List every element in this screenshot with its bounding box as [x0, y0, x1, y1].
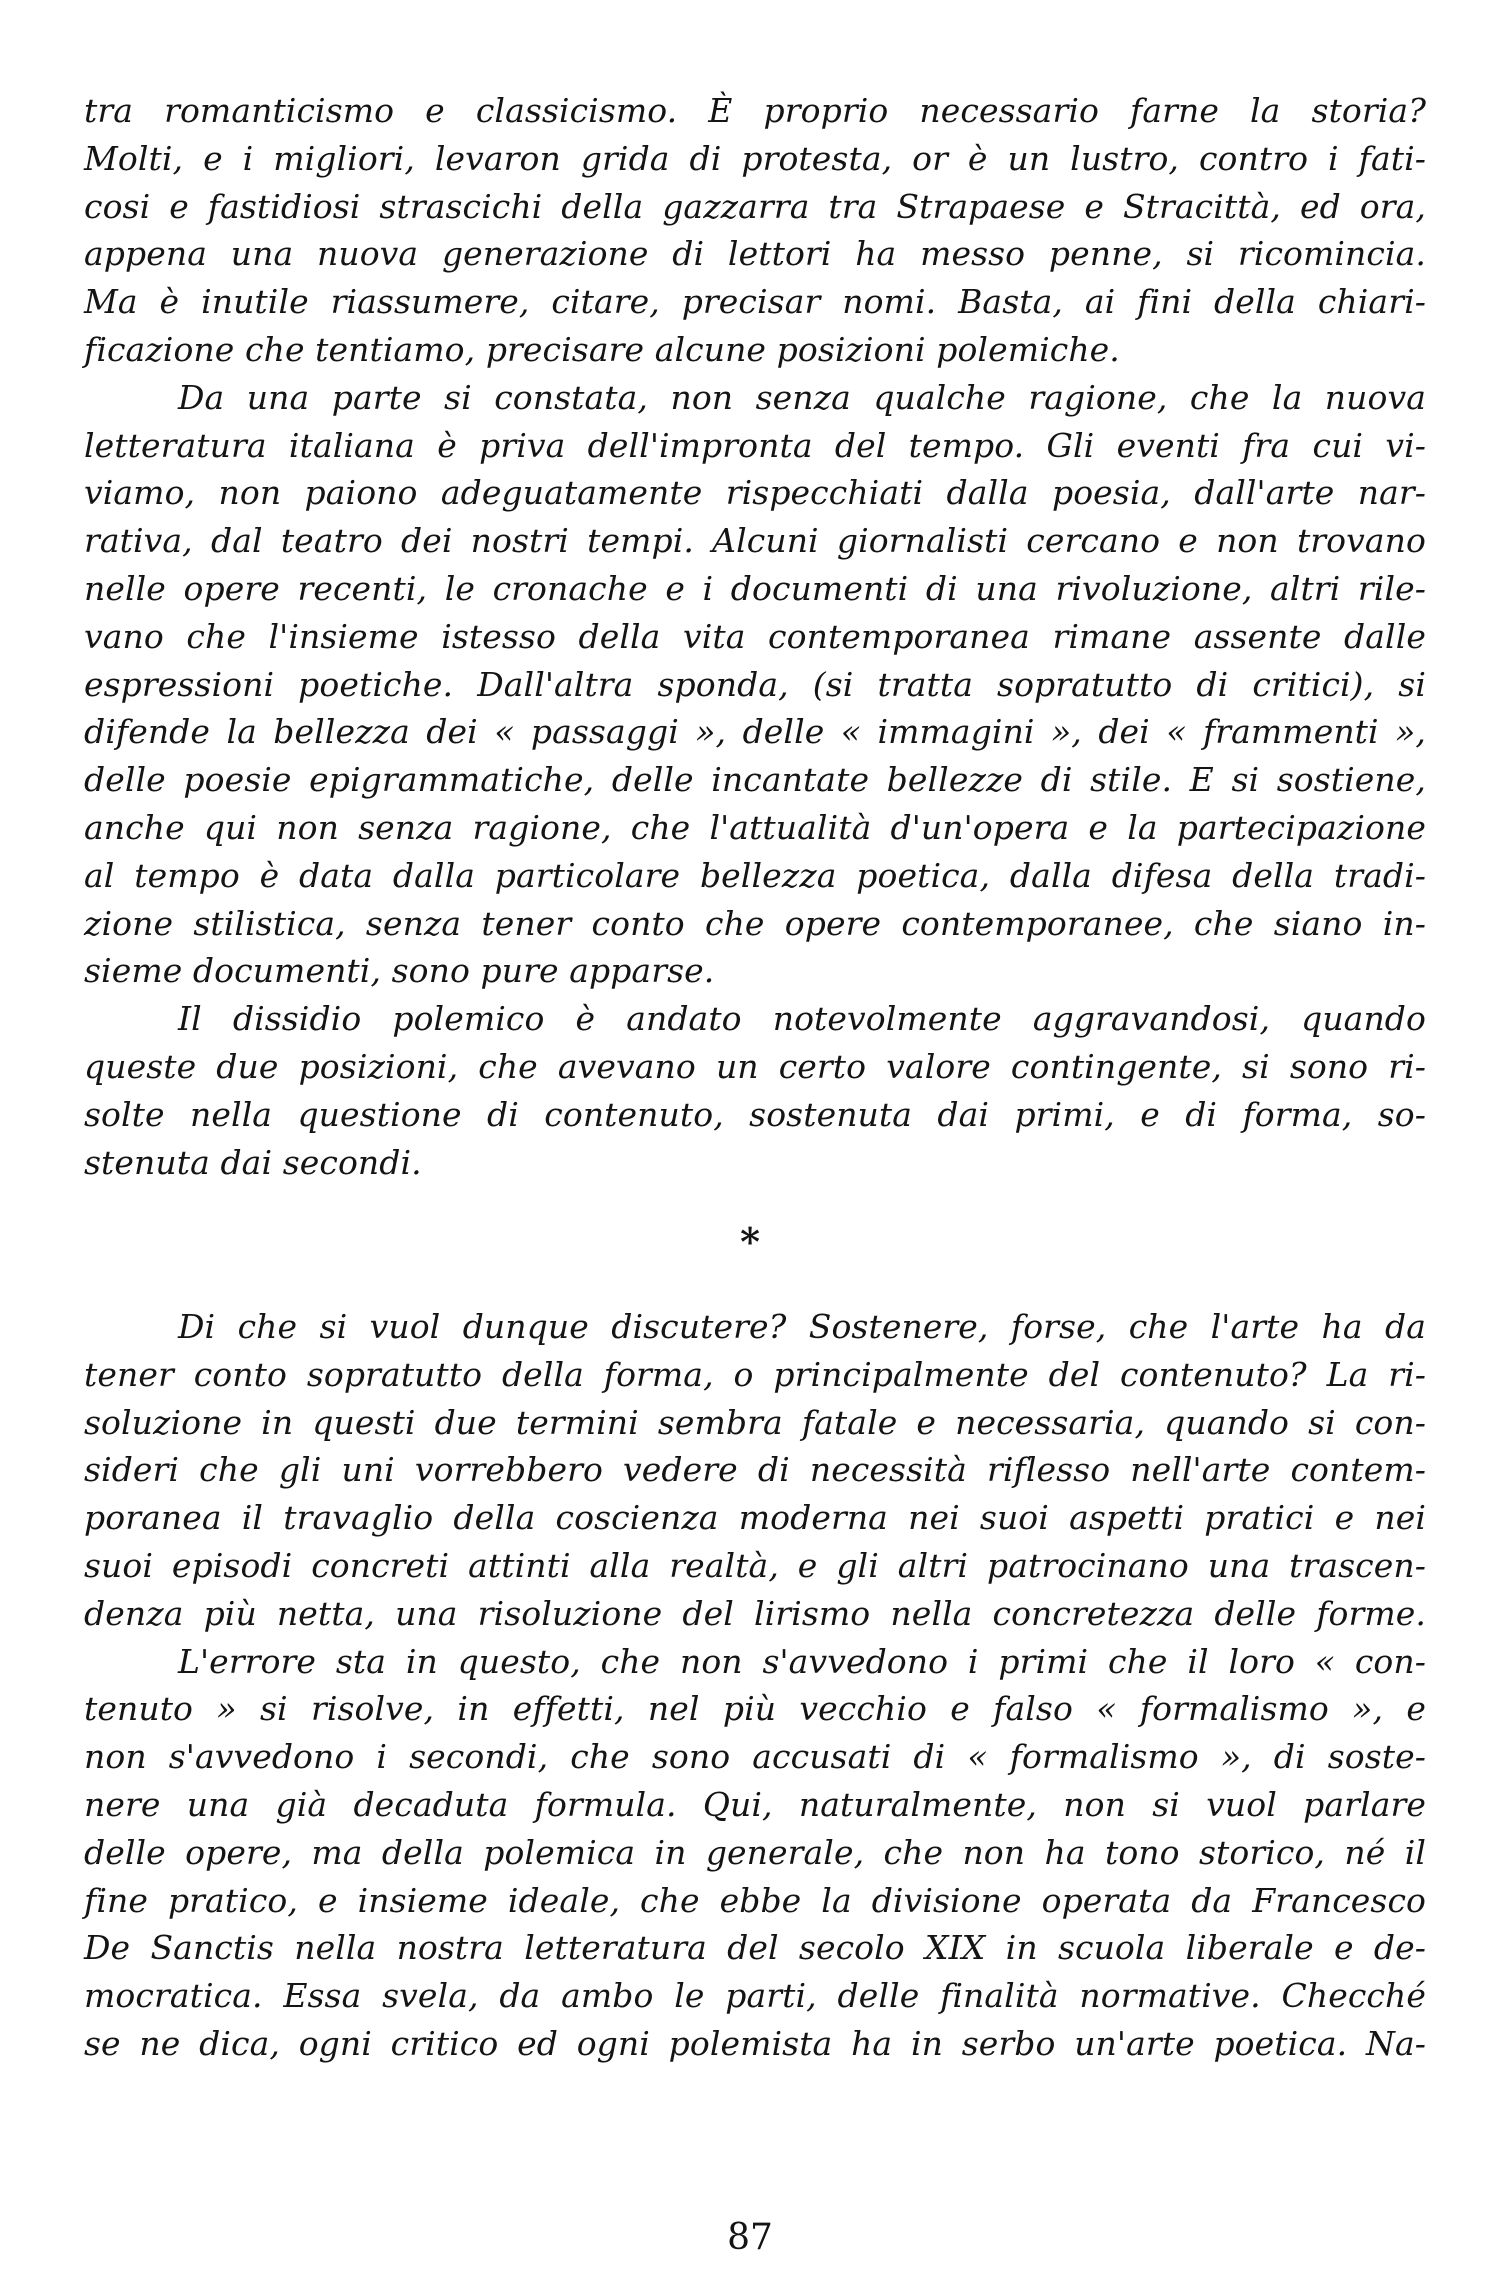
text-line: tener conto sopratutto della forma, o principalmente del contenuto? La ri- — [84, 1354, 1426, 1394]
text-line: appena una nuova generazione di lettori ha messo penne, si ricomincia. — [84, 234, 1426, 274]
text-line: se ne dica, ogni critico ed ogni polemista ha in serbo un'arte poetica. Na- — [84, 2023, 1426, 2063]
text-line: rativa, dal teatro dei nostri tempi. Alcuni giornalisti cercano e non trovano — [84, 521, 1426, 561]
text-line: suoi episodi concreti attinti alla realtà, e gli altri patrocinano una trascen- — [84, 1545, 1426, 1585]
text-line: ficazione che tentiamo, precisare alcune posizioni polemiche. — [84, 329, 1120, 369]
text-line: stenuta dai secondi. — [84, 1142, 422, 1182]
text-line: nere una già decaduta formula. Qui, naturalmente, non si vuol parlare — [84, 1784, 1426, 1824]
text-line: fine pratico, e insieme ideale, che ebbe la divisione operata da Francesco — [84, 1880, 1426, 1920]
text-line: difende la bellezza dei « passaggi », delle « immagini », dei « frammenti », — [84, 712, 1426, 752]
text-line: tra romanticismo e classicismo. È proprio necessario farne la storia? — [84, 91, 1426, 130]
text-line: cosi e fastidiosi strascichi della gazzarra tra Strapaese e Stracittà, ed ora, — [84, 186, 1426, 226]
section-separator-asterisk: * — [740, 1219, 760, 1264]
text-line: delle opere, ma della polemica in generale, che non ha tono storico, né il — [84, 1832, 1426, 1872]
text-line: nelle opere recenti, le cronache e i documenti di una rivoluzione, altri rile- — [84, 568, 1426, 608]
text-block-second — [84, 1303, 1426, 2068]
text-line: Ma è inutile riassumere, citare, precisar nomi. Basta, ai fini della chiari- — [84, 282, 1426, 322]
text-line: soluzione in questi due termini sembra fatale e necessaria, quando si con- — [84, 1402, 1426, 1442]
text-line: zione stilistica, senza tener conto che opere contemporanee, che siano in- — [84, 903, 1426, 943]
text-line: delle poesie epigrammatiche, delle incantate bellezze di stile. E si sostiene, — [84, 760, 1426, 800]
paragraph-first-line: Di che si vuol dunque discutere? Sostenere, forse, che l'arte ha da — [178, 1307, 1426, 1346]
text-line: viamo, non paiono adeguatamente rispecchiati dalla poesia, dall'arte nar- — [84, 473, 1426, 513]
text-line: tenuto » si risolve, in effetti, nel più vecchio e falso « formalismo », e — [84, 1689, 1426, 1729]
page-number: 87 — [727, 2217, 773, 2258]
text-line: Molti, e i migliori, levaron grida di protesta, or è un lustro, contro i fati- — [84, 138, 1426, 178]
text-line: vano che l'insieme istesso della vita contemporanea rimane assente dalle — [84, 616, 1426, 656]
text-line: sieme documenti, sono pure apparse. — [84, 951, 715, 991]
text-line: queste due posizioni, che avevano un certo valore contingente, si sono ri- — [84, 1046, 1426, 1086]
text-line: espressioni poetiche. Dall'altra sponda, (si tratta sopratutto di critici), si — [84, 664, 1426, 704]
text-line: denza più netta, una risoluzione del lirismo nella concretezza delle forme. — [84, 1593, 1426, 1633]
text-line: poranea il travaglio della coscienza moderna nei suoi aspetti pratici e nei — [84, 1498, 1426, 1538]
paragraph-first-line: Il dissidio polemico è andato notevolmente aggravandosi, quando — [178, 999, 1426, 1039]
paragraph-first-line: Da una parte si constata, non senza qualche ragione, che la nuova — [178, 377, 1426, 417]
text-line: solte nella questione di contenuto, sostenuta dai primi, e di forma, so- — [84, 1094, 1426, 1134]
text-block-first — [84, 87, 1426, 1186]
text-line: anche qui non senza ragione, che l'attualità d'un'opera e la partecipazione — [84, 807, 1426, 847]
text-line: mocratica. Essa svela, da ambo le parti, delle finalità normative. Checché — [84, 1976, 1426, 2016]
text-line: al tempo è data dalla particolare bellezza poetica, dalla difesa della tradi- — [84, 855, 1426, 895]
text-line: sideri che gli uni vorrebbero vedere di necessità riflesso nell'arte contem- — [84, 1450, 1426, 1490]
text-line: De Sanctis nella nostra letteratura del secolo XIX in scuola liberale e de- — [84, 1928, 1426, 1968]
text-line: letteratura italiana è priva dell'impronta del tempo. Gli eventi fra cui vi- — [84, 425, 1426, 465]
text-line: non s'avvedono i secondi, che sono accusati di « formalismo », di soste- — [84, 1737, 1426, 1777]
paragraph-first-line: L'errore sta in questo, che non s'avvedono i primi che il loro « con- — [178, 1641, 1426, 1681]
